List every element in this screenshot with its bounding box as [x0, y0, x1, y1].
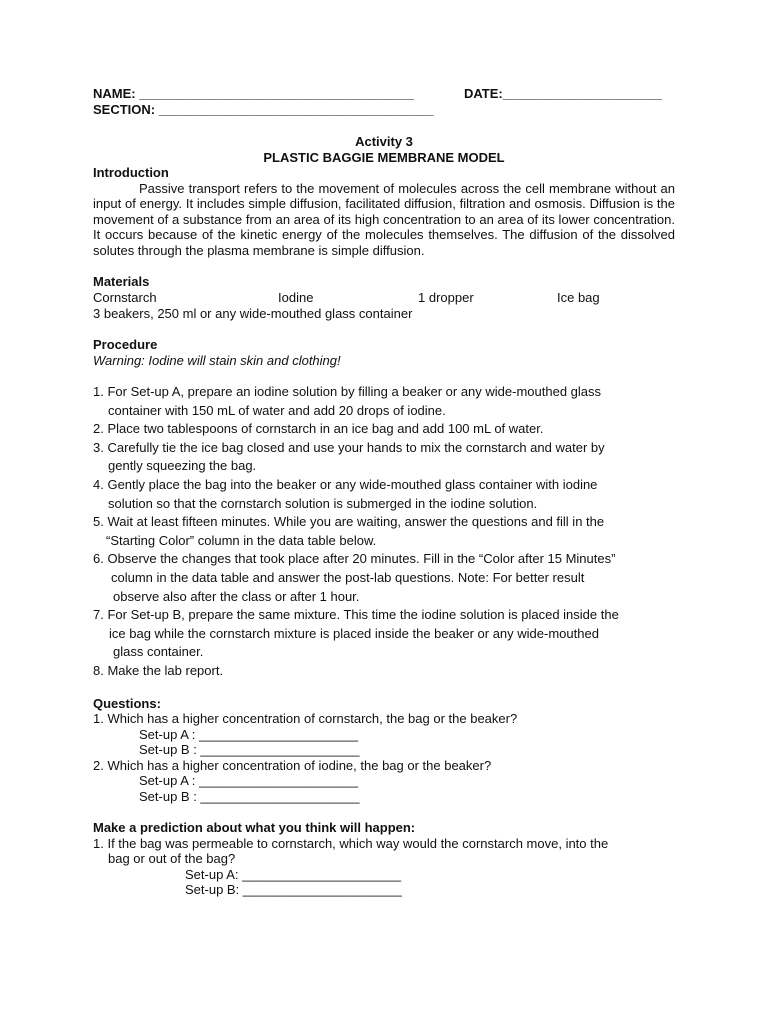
intro-heading: Introduction — [93, 165, 169, 180]
procedure-step: 4. Gently place the bag into the beaker or any wide-mouthed glass container with iodine solution so that the cornstarch solution is submerged in the iodine solution. — [93, 476, 598, 511]
material-item: 1 dropper — [418, 289, 474, 305]
prediction-setup-b-answer[interactable]: Set-up B: ______________________ — [185, 882, 402, 897]
prediction-setup-a-answer[interactable]: Set-up A: ______________________ — [185, 866, 402, 882]
procedure-step: 6. Observe the changes that took place after 20 minutes. Fill in the “Color after 15 Minutes” column in the data table and answer the post-lab questions. Note: For better result observe also after the class or after 1 hour. — [93, 551, 616, 604]
materials-heading: Materials — [93, 274, 150, 289]
q2-setup-a-answer[interactable]: Set-up A : ______________________ — [139, 773, 359, 788]
section-row — [93, 102, 675, 118]
prediction-question-1: 1. If the bag was permeable to cornstarch, which way would the cornstarch move, into the — [93, 835, 609, 851]
materials-line2: 3 beakers, 250 ml or any wide-mouthed glass container — [93, 305, 413, 321]
activity-number: Activity 3 — [355, 134, 413, 149]
q1-setup-b-answer[interactable]: Set-up B : ______________________ — [139, 742, 360, 757]
date-field[interactable]: DATE:______________________ — [464, 86, 662, 101]
material-item: Cornstarch — [93, 289, 157, 305]
procedure-step: 3. Carefully tie the ice bag closed and use your hands to mix the cornstarch and water by gently squeezing the bag. — [93, 439, 605, 474]
material-item: Ice bag — [557, 289, 600, 305]
prediction-question-1-cont: bag or out of the bag? — [108, 851, 236, 866]
worksheet-page — [93, 86, 675, 898]
name-field[interactable]: NAME: ______________________________________ — [93, 86, 414, 101]
procedure-heading: Procedure — [93, 337, 158, 352]
procedure-step: 8. Make the lab report. — [93, 662, 224, 678]
questions-heading: Questions: — [93, 695, 161, 711]
intro-text: Passive transport refers to the movement of molecules across the cell membrane without an input of energy. It includes simple diffusion, facilitated diffusion, filtration and osmosis. Diffusion is the movement of a substance from an area of its high concentration to an area of its lower concentration. It occurs because of the kinetic energy of the molecules themselves. The diffusion of the dissolved solutes through the plasma membrane is simple diffusion. — [93, 180, 675, 258]
q1-setup-a-answer[interactable]: Set-up A : ______________________ — [139, 726, 359, 742]
section-field[interactable]: SECTION: ______________________________________ — [93, 102, 434, 117]
question-2: 2. Which has a higher concentration of iodine, the bag or the beaker? — [93, 757, 492, 773]
procedure-step: 7. For Set-up B, prepare the same mixture. This time the iodine solution is placed inside the ice bag while the cornstarch mixture is placed inside the beaker or any wide-mouthed glass container. — [93, 607, 619, 660]
q2-setup-b-answer[interactable]: Set-up B : ______________________ — [139, 788, 360, 804]
question-1: 1. Which has a higher concentration of cornstarch, the bag or the beaker? — [93, 711, 518, 726]
activity-title: PLASTIC BAGGIE MEMBRANE MODEL — [263, 149, 505, 165]
header-row — [93, 86, 675, 102]
prediction-heading: Make a prediction about what you think will happen: — [93, 820, 416, 835]
procedure-warning: Warning: Iodine will stain skin and clothing! — [93, 352, 341, 368]
materials-row — [93, 290, 675, 306]
procedure-step: 2. Place two tablespoons of cornstarch in an ice bag and add 100 mL of water. — [93, 421, 544, 437]
procedure-list — [93, 383, 675, 681]
procedure-step: 5. Wait at least fifteen minutes. While you are waiting, answer the questions and fill in the “Starting Color” column in the data table below. — [93, 514, 605, 548]
material-item: Iodine — [278, 289, 314, 305]
procedure-step: 1. For Set-up A, prepare an iodine solution by filling a beaker or any wide-mouthed glass container with 150 mL of water and add 20 drops of iodine. — [93, 384, 602, 418]
